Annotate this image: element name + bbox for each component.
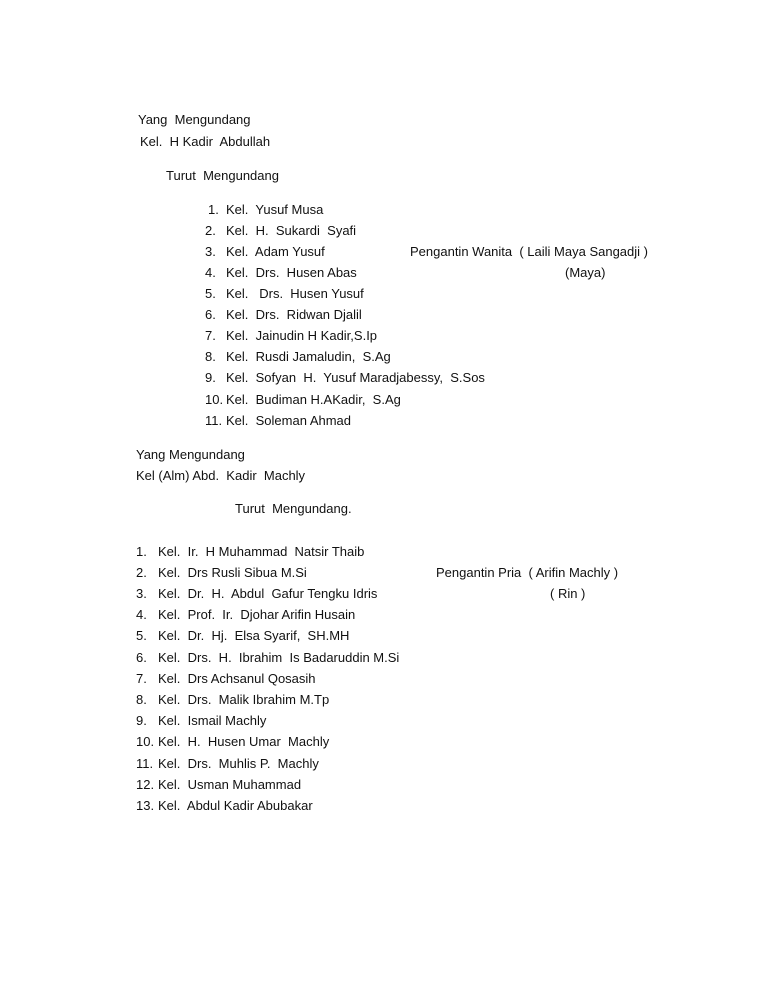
item-text: Kel. Drs. Ridwan Djalil <box>226 307 362 322</box>
item-number: 5. <box>136 628 147 643</box>
item-text: Kel. Rusdi Jamaludin, S.Ag <box>226 349 391 364</box>
item-number: 1. <box>208 202 219 217</box>
item-number: 6. <box>205 307 216 322</box>
item-number: 11. <box>205 413 223 428</box>
item-number: 3. <box>205 244 216 259</box>
item-text: Kel. H. Husen Umar Machly <box>158 734 330 749</box>
item-number: 12. <box>136 777 155 792</box>
item-text: Kel. Dr. Hj. Elsa Syarif, SH.MH <box>158 628 350 643</box>
section1-heading: Yang Mengundang <box>138 112 251 127</box>
section2-heading: Yang Mengundang <box>136 447 245 462</box>
item-number: 10. <box>205 392 224 407</box>
item-number: 7. <box>205 328 216 343</box>
section1-turut-title: Turut Mengundang <box>166 168 279 183</box>
item-number: 1. <box>136 544 147 559</box>
item-number: 10. <box>136 734 155 749</box>
item-number: 7. <box>136 671 147 686</box>
item-number: 9. <box>136 713 147 728</box>
item-text: Kel. Prof. Ir. Djohar Arifin Husain <box>158 607 356 622</box>
item-number: 3. <box>136 586 147 601</box>
item-number: 8. <box>136 692 147 707</box>
groom-nickname: ( Rin ) <box>550 586 586 601</box>
section2-host: Kel (Alm) Abd. Kadir Machly <box>136 468 306 483</box>
item-number: 13. <box>136 798 155 813</box>
item-text: Kel. Usman Muhammad <box>158 777 302 792</box>
section2-turut-title: Turut Mengundang. <box>235 501 352 516</box>
groom-label: Pengantin Pria ( Arifin Machly ) <box>436 565 619 580</box>
item-number: 2. <box>205 223 216 238</box>
item-text: Kel. Drs. Husen Yusuf <box>226 286 364 301</box>
item-text: Kel. Drs. Malik Ibrahim M.Tp <box>158 692 330 707</box>
item-text: Kel. Budiman H.AKadir, S.Ag <box>226 392 401 407</box>
item-number: 11. <box>136 756 154 771</box>
item-text: Kel. H. Sukardi Syafi <box>226 223 357 238</box>
item-text: Kel. Drs Rusli Sibua M.Si <box>158 565 307 580</box>
item-text: Kel. Drs Achsanul Qosasih <box>158 671 316 686</box>
item-text: Kel. Adam Yusuf <box>226 244 325 259</box>
item-text: Kel. Drs. Muhlis P. Machly <box>158 756 319 771</box>
item-text: Kel. Soleman Ahmad <box>226 413 352 428</box>
section1-host: Kel. H Kadir Abdullah <box>140 134 271 149</box>
item-text: Kel. Jainudin H Kadir,S.Ip <box>226 328 378 343</box>
item-number: 9. <box>205 370 216 385</box>
bride-label: Pengantin Wanita ( Laili Maya Sangadji ) <box>410 244 648 259</box>
item-text: Kel. Dr. H. Abdul Gafur Tengku Idris <box>158 586 378 601</box>
item-number: 4. <box>205 265 216 280</box>
item-number: 2. <box>136 565 147 580</box>
item-text: Kel. Ismail Machly <box>158 713 267 728</box>
item-text: Kel. Sofyan H. Yusuf Maradjabessy, S.Sos <box>226 370 485 385</box>
item-text: Kel. Drs. Husen Abas <box>226 265 357 280</box>
item-text: Kel. Drs. H. Ibrahim Is Badaruddin M.Si <box>158 650 400 665</box>
item-number: 8. <box>205 349 216 364</box>
item-text: Kel. Ir. H Muhammad Natsir Thaib <box>158 544 365 559</box>
item-number: 5. <box>205 286 216 301</box>
item-text: Kel. Yusuf Musa <box>226 202 324 217</box>
bride-nickname: (Maya) <box>565 265 606 280</box>
item-number: 4. <box>136 607 147 622</box>
item-text: Kel. Abdul Kadir Abubakar <box>158 798 313 813</box>
item-number: 6. <box>136 650 147 665</box>
